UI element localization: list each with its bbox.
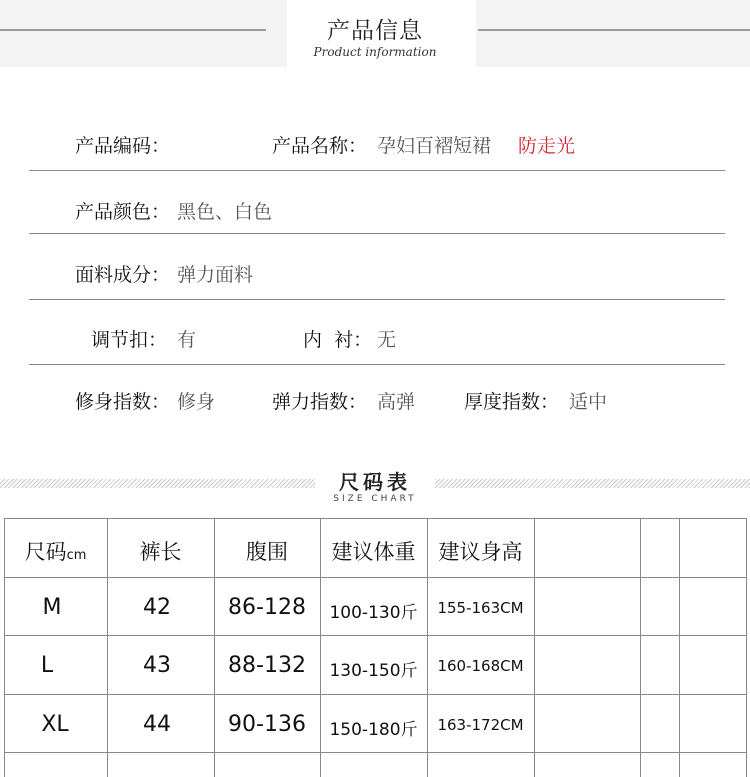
product-color-label: 产品颜色：: [75, 201, 171, 223]
table-col-divider: [640, 518, 641, 777]
table-cell-length: 42: [143, 595, 171, 620]
table-header-height: 建议身高: [438, 540, 523, 564]
table-cell-height: 160-168CM: [437, 657, 524, 675]
table-col-divider: [679, 518, 680, 777]
table-row-divider: [4, 752, 747, 753]
table-header-size-text: 尺码: [24, 540, 67, 564]
table-header-size: [4, 536, 107, 566]
info-divider: [29, 299, 725, 300]
stretch-index-value: 高弹: [377, 391, 416, 413]
info-divider: [29, 233, 725, 234]
buckle-label: 调节扣：: [91, 329, 168, 351]
table-header-waist: 腹围: [246, 540, 288, 564]
table-border-top: [4, 518, 747, 519]
fabric-label: 面料成分：: [75, 264, 171, 286]
buckle-value: 有: [177, 329, 197, 351]
info-divider: [29, 170, 725, 171]
table-cell-waist: 86-128: [228, 595, 306, 620]
table-row-divider: [4, 577, 747, 578]
table-cell-length: 44: [143, 712, 171, 737]
product-color-value: 黑色、白色: [177, 201, 273, 223]
table-cell-weight: 150-180斤: [329, 720, 418, 740]
product-name-label: 产品名称：: [272, 135, 368, 157]
table-row-divider: [4, 694, 747, 695]
table-cell-height: 155-163CM: [437, 599, 524, 617]
table-row-divider: [4, 635, 747, 636]
info-divider: [29, 364, 725, 365]
section-subtitle-product-info: Product information: [313, 45, 437, 59]
table-cell-waist: 88-132: [228, 653, 306, 678]
table-cell-weight: 100-130斤: [329, 603, 418, 623]
stretch-index-label: 弹力指数：: [272, 391, 368, 413]
table-header-size-unit: cm: [66, 548, 87, 563]
table-border-right: [746, 518, 747, 777]
product-code-label: 产品编码：: [75, 135, 171, 157]
thickness-index-label: 厚度指数：: [464, 391, 560, 413]
table-cell-waist: 90-136: [228, 712, 306, 737]
fabric-value: 弹力面料: [177, 264, 254, 286]
thickness-index-value: 适中: [569, 391, 608, 413]
table-cell-size: XL: [41, 712, 69, 737]
table-cell-weight: 130-150斤: [329, 661, 418, 681]
table-cell-length: 43: [143, 653, 171, 678]
fit-index-value: 修身: [177, 391, 216, 413]
table-col-divider: [534, 518, 535, 777]
table-header-length: 裤长: [139, 540, 182, 564]
lining-value: 无: [377, 329, 397, 351]
fit-index-label: 修身指数：: [75, 391, 171, 413]
product-name-highlight: 防走光: [518, 135, 576, 157]
product-name-value: 孕妇百褶短裙: [377, 135, 492, 157]
table-cell-height: 163-172CM: [437, 716, 524, 734]
table-cell-size: M: [42, 595, 62, 620]
size-chart-subtitle: SIZE CHART: [333, 494, 417, 504]
table-header-weight: 建议体重: [331, 540, 416, 564]
section-title-product-info: 产品信息: [327, 18, 423, 44]
size-chart-title: 尺码表: [339, 470, 411, 494]
table-cell-size: L: [40, 653, 54, 678]
lining-label: 内 衬：: [303, 329, 373, 351]
